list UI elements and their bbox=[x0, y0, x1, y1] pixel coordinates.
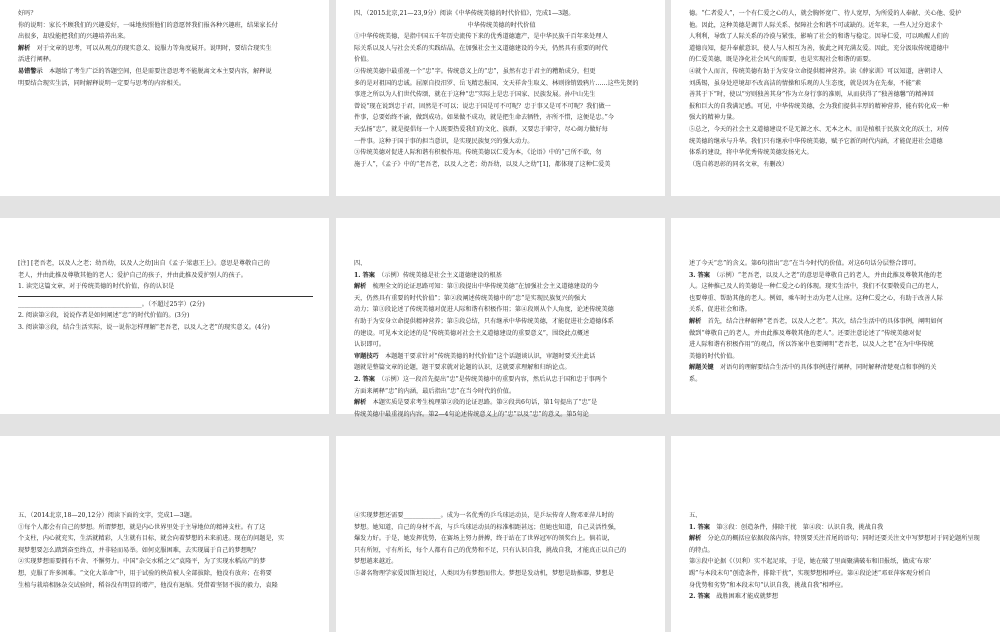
text-line bbox=[689, 510, 984, 522]
line-text: 动力；第③段论述了传统美德对促进人际和谐有积极作用；第④段则从个人角度，论述传统美德 bbox=[354, 306, 614, 314]
text-line bbox=[689, 293, 984, 305]
text-line bbox=[689, 54, 984, 66]
text-line bbox=[354, 54, 649, 66]
line-text: 人利利，导致了人际关系的冷漠与紧张，影响了社会的和谐与稳定。因导仁爱，可以唤醒人们的 bbox=[689, 33, 949, 41]
text-line bbox=[354, 397, 649, 409]
answer-blank-line bbox=[18, 296, 313, 297]
text-line bbox=[18, 281, 313, 293]
line-text: （示例）这一段首先提出“忠”是传统美德中的重要内容，然后从忠于国和忠于事两个 bbox=[381, 375, 608, 383]
section-label: 解析 bbox=[18, 44, 31, 52]
text-line bbox=[354, 386, 649, 398]
line-text: 关系，促进社会和谐。 bbox=[689, 306, 751, 314]
text-line bbox=[689, 136, 984, 148]
text-line bbox=[354, 270, 649, 282]
line-text: 天，仍然具有重要的时代价值”；第②段阐述传统美德中的“忠”是实现民族复兴的强大 bbox=[354, 294, 587, 302]
line-text: 分论点的概括应依据段落内容，特别要关注首尾的语句；同时还要关注文中写梦想对于同论题所呈现的特点。 bbox=[689, 535, 980, 554]
tile-r2c1 bbox=[0, 218, 329, 414]
line-text: 老人，并由此推及尊敬其他的老人；爱护自己的孩子，并由此推及爱护别人的孩子。 bbox=[18, 271, 247, 279]
text-line bbox=[354, 8, 649, 20]
text-line bbox=[18, 522, 313, 534]
line-text: 事迹之所以为人们世代传颂，就在于这种“忠”实际上是忠于国家、民族发展。孙中山先生 bbox=[354, 91, 596, 99]
line-text: 生植与栽培相脉杂交试验时，稻谷没有明显的增产，他没有退缩。凭借着坚韧不拔的毅力，袁隆 bbox=[18, 581, 278, 589]
text-line bbox=[354, 316, 649, 328]
text-line bbox=[689, 31, 984, 43]
text-line bbox=[689, 258, 984, 270]
tile-r2c3 bbox=[671, 218, 1000, 414]
tile-r1c1 bbox=[0, 0, 329, 196]
text-line bbox=[689, 281, 984, 293]
text-line bbox=[689, 112, 984, 124]
text-line bbox=[354, 159, 649, 171]
text-line bbox=[354, 304, 649, 316]
text-line bbox=[18, 78, 313, 90]
line-text: 五、（2014北京,18—20,12分）阅读下面的文字，完成1—3题。 bbox=[18, 512, 197, 519]
line-text: 踢”与本段末句“创造条件，排除干扰”，实现梦想相呼应。第④段论述“邓亚萍客观分析自 bbox=[689, 569, 931, 577]
text-line bbox=[689, 339, 984, 351]
line-text: 系。 bbox=[689, 375, 702, 383]
line-text: 对语句的理解要结合生活中的具体事例进行阐释，同时解释清楚观点和事例的关 bbox=[719, 364, 937, 372]
line-text: 第③段：创造条件，排除干扰 第④段：认识自我，挑战自我 bbox=[716, 523, 884, 531]
section-label: 审题技巧 bbox=[354, 352, 379, 360]
text-line bbox=[689, 147, 984, 159]
line-text: 明要结合现实生活，同时解释说明一定要与思考的内容相关。 bbox=[18, 79, 186, 87]
text-line bbox=[18, 31, 313, 43]
text-line bbox=[354, 66, 649, 78]
line-text: 人。这种推己及人的美德是一种仁爱之心的体现。现实生活中，我们不仅要敬爱自己的老人， bbox=[689, 283, 943, 291]
text-line bbox=[689, 591, 984, 603]
line-text: 本题给了考生广泛的答题空间，但是需要注意思考不能脱离文本主要内容，解释说 bbox=[48, 67, 272, 75]
section-label: 解析 bbox=[354, 399, 367, 407]
line-text: 本题实质是要求考生梳理第②段的论证思路。第②段共6句话，第1句提出了“忠”是 bbox=[372, 399, 598, 407]
text-line bbox=[354, 545, 649, 557]
text-line bbox=[354, 522, 649, 534]
line-text: ④就个人而言，传统美德有助于为安身立命提供精神营养。读《薛家训》可以知道，唐朝诗人 bbox=[689, 67, 943, 75]
section-label: 解析 bbox=[354, 283, 367, 291]
text-line bbox=[18, 299, 313, 311]
line-text: 刘禹锡，虽身处逆境却不改高洁的情操和乐观的人生态度，就是因为在先秦，不能“素 bbox=[689, 79, 922, 87]
line-text: ③传统美德对促进人际和谐有积极作用。传统美德以仁爱为本，《论语》中的“己所不欲，勿 bbox=[354, 149, 602, 157]
line-text: 四、 bbox=[354, 260, 367, 267]
line-text: ①中华传统美德，是指中国五千年历史流传下来的优秀道德遗产，是中华民族千百年来处理人 bbox=[354, 33, 608, 41]
line-text: 首先，结合注释解释“老吾老，以及人之老”。其次，结合生活中的具体事例，阐明如何 bbox=[707, 317, 943, 325]
text-line bbox=[354, 374, 649, 386]
text-line bbox=[354, 533, 649, 545]
line-text: 善其于下”时，使以“穷则独善其身”作为立身行事的准则，从而获得了“独善德馨”的精神回 bbox=[689, 91, 934, 99]
text-line bbox=[354, 43, 649, 55]
text-line bbox=[689, 20, 984, 32]
line-text: 个支柱，内心就充实，生活就精彩，人生就有目标，就会向着梦想的未来前进。现在的问题是，实 bbox=[18, 535, 285, 543]
text-line bbox=[354, 409, 649, 421]
text-line bbox=[689, 328, 984, 340]
text-line bbox=[18, 258, 313, 270]
text-line bbox=[354, 136, 649, 148]
line-text: ②实现梦想需要拥有不舍、不懈努力。中国“杂交水稻之父”袁隆平，为了实现水稻高产的梦 bbox=[18, 558, 266, 566]
text-line bbox=[354, 78, 649, 90]
text-line bbox=[354, 339, 649, 351]
line-text: ④实现梦想还需要____________。成为一名优秀的乒乓球运动员，是乒坛传奇人物邓亚萍儿时的 bbox=[354, 512, 614, 519]
line-text: 传统美德中最重视的内容。第2—4句论述传统意义上的“忠”以及“忠”的意义。第5句论 bbox=[354, 410, 589, 418]
text-line bbox=[689, 374, 984, 386]
text-line bbox=[689, 78, 984, 90]
line-text: 认识即可。 bbox=[354, 341, 385, 349]
text-line bbox=[18, 533, 313, 545]
line-text: ⑤著名物理学家爱因斯坦说过，人类因为有梦想而伟大。梦想是发动机，梦想是助推器，梦想是 bbox=[354, 569, 614, 577]
tile-r1c3 bbox=[671, 0, 1000, 196]
line-text: 现梦想要怎么踏到奋至终点，并非轻而易举。如何克服困难，去实现属于自己的梦想呢？ bbox=[18, 546, 260, 554]
line-text: [注] [老吾老，以及人之老；幼吾幼，以及人之幼]出自《孟子·梁惠王上》。意思是尊敬自己的 bbox=[18, 260, 270, 267]
line-text: 道德良知，提升奉献意识，使人与人相互为善，彼此之间充满友爱。因此，充分汲取传统道德中 bbox=[689, 44, 949, 52]
line-text: 做到“尊敬自己的老人，并由此推及尊敬其他的老人”。还要注意论述了“传统美德对促 bbox=[689, 329, 922, 337]
line-text: ①每个人都会有自己的梦想。所谓梦想，就是内心世界里处于主导地位的精神支柱。有了这 bbox=[18, 523, 266, 531]
line-text: ②传统美德中最重视一个“忠”字。传统意义上的“忠”，虽然有忠于君主的糟粕成分，但更 bbox=[354, 67, 596, 75]
text-line bbox=[354, 328, 649, 340]
text-line bbox=[354, 147, 649, 159]
text-line bbox=[354, 293, 649, 305]
text-line bbox=[689, 66, 984, 78]
tile-r2c2 bbox=[336, 218, 665, 418]
text-line bbox=[18, 580, 313, 592]
tile-r1c2 bbox=[336, 0, 665, 196]
text-line bbox=[354, 89, 649, 101]
line-text: 统美德的继承与升华。我们只有继承中华传统美德，赋予它新的时代内涵，才能促进社会道德 bbox=[689, 137, 943, 145]
text-line bbox=[689, 522, 984, 534]
text-line bbox=[354, 351, 649, 363]
line-text: ________________________________________。（不超过25字）(2分) bbox=[18, 300, 205, 308]
line-text: 述了今天“忠”的含义。第6句指出“忠”在当今时代的价值。对这6句话分层整合即可。 bbox=[689, 260, 920, 267]
text-line bbox=[18, 43, 313, 55]
section-label: 1. 答案 bbox=[354, 271, 375, 279]
line-text: 你的说明：家长不顾我们的兴趣爱好，一味地按照他们的意愿替我们报各种兴趣班，结果家长付 bbox=[18, 21, 278, 29]
line-text: 出很多，却没能把我们的兴趣培养出来。 bbox=[18, 33, 130, 41]
text-line bbox=[689, 43, 984, 55]
line-text: 也要尊重、帮助其他的老人。例如，乘车时主动为老人让座。这种仁爱之心，有助于改善人际 bbox=[689, 294, 943, 302]
line-text: 件事，总要始终不渝，做到成功。如果做不成功，就是把生命去牺牲，亦所不惜，这便是忠。”今 bbox=[354, 114, 614, 122]
text-line bbox=[18, 270, 313, 282]
line-text: 有助于为安身立命提供精神营养；第⑤段总结，只有继承中华传统美德，才能促进社会道德体系 bbox=[354, 317, 614, 325]
line-text: 报和巨大的自我满足感。可见，中华传统美德，会为我们提供丰厚的精神营养，能有转化成一种 bbox=[689, 102, 949, 110]
section-label: 解析 bbox=[689, 317, 702, 325]
tile-r3c2 bbox=[336, 436, 665, 632]
tile-r3c3 bbox=[671, 436, 1000, 632]
section-label: 解题关键 bbox=[689, 364, 714, 372]
line-text: 四、（2015北京,21—23,9分）阅读《中华传统美德的时代价值》，完成1—3题。 bbox=[354, 10, 575, 17]
line-text: 强大的精神力量。 bbox=[689, 114, 739, 122]
text-line bbox=[689, 568, 984, 580]
line-text: 梦想。她知道，自己的身材不高，与乒乓球运动员的标准相距甚远；但她也知道，自己灵活性强， bbox=[354, 523, 621, 531]
text-line bbox=[689, 8, 984, 20]
section-label: 易错警示 bbox=[18, 67, 43, 75]
text-line bbox=[18, 8, 313, 20]
line-text: 2. 阅读第②段，说说作者是如何阐述“忠”的时代价值的。(3分) bbox=[18, 312, 190, 320]
text-line bbox=[689, 270, 984, 282]
text-line bbox=[689, 351, 984, 363]
line-text: 对于文章的思考，可以从观点的现实意义、说服力等角度展开。说明时，要结合现实生 bbox=[36, 44, 272, 52]
line-text: 德。“仁者爱人”，一个有仁爱之心的人，就会胸怀宽广、待人宽厚，为所爱的人奉献、关心他、爱护 bbox=[689, 10, 962, 17]
line-text: （选自蒋思彰的同名文章，有删改） bbox=[689, 160, 788, 168]
text-line bbox=[18, 510, 313, 522]
line-text: 1. 读完这篇文章，对于传统美德的时代价值，你的认识是 bbox=[18, 283, 175, 291]
text-line bbox=[18, 20, 313, 32]
text-line bbox=[689, 124, 984, 136]
line-text: 爆发力好。于是，她发挥优势，在赛场上努力拼搏，终于站在了世界冠军的领奖台上。倘若说， bbox=[354, 535, 614, 543]
line-text: 身优势和劣势”和本段末句“认识自我，挑战自我”相呼应。 bbox=[689, 581, 847, 589]
line-text: 体系的建设，将中华优秀传统美德发扬光大。 bbox=[689, 149, 813, 157]
text-line bbox=[18, 545, 313, 557]
text-line bbox=[354, 124, 649, 136]
line-text: 多的是对祖国的忠诚。屈原自投汨罗、岳飞精忠报国、文天祥舍生取义、林则徐销毁鸦片……这些先贤的 bbox=[354, 79, 639, 87]
line-text: 施于人”，《孟子》中的“老吾老，以及人之老；幼吾幼，以及人之幼”[1]，都体现了这种仁爱美 bbox=[354, 160, 611, 168]
text-line bbox=[689, 304, 984, 316]
text-line bbox=[354, 31, 649, 43]
line-text: 想，克服了许多困难。“文化大革命”中，用于试验的秧苗被人全部拔除，他没有放弃；在将要 bbox=[18, 569, 272, 577]
line-text: （示例）传统美德是社会主义道德建设的根基 bbox=[381, 271, 502, 279]
line-text: 的建设。可见本文论述的是“传统美德对社会主义道德建设的重要意义”，围绕此点概述 bbox=[354, 329, 590, 337]
section-label: 3. 答案 bbox=[689, 271, 710, 279]
text-line bbox=[354, 281, 649, 293]
line-text: 价值。 bbox=[354, 56, 373, 64]
text-line bbox=[354, 510, 649, 522]
line-text: 天弘扬“忠”，就是提倡每一个人既要热爱我们的文化、族群，又要忠于职守，尽心竭力做好每 bbox=[354, 125, 608, 133]
line-text: 第③段中论据《（贝利）实不起足球，于是，她在破了里面聚满破布和旧报纸，做成‘布球’ bbox=[689, 558, 932, 566]
line-text: 3. 阅读第③段，结合生活实际，说一说你怎样理解“老吾老，以及人之老”的现实意义。(4分) bbox=[18, 323, 270, 331]
line-text: 一件事。这种于国于事的担当意识，是实现民族复兴的强大动力。 bbox=[354, 137, 534, 145]
line-text: 进人际和谐有积极作用”的观点，所以答案中也要阐明“老吾老，以及人之老”在为中华传统 bbox=[689, 341, 934, 349]
text-line bbox=[354, 258, 649, 270]
line-text: 梦想越来越近。 bbox=[354, 558, 398, 566]
line-text: 他。因此，这种美德是调节人际关系、保障社会和谐不可或缺的。近年来，一些人过分追求个 bbox=[689, 21, 943, 29]
tile-r3c1 bbox=[0, 436, 329, 632]
text-line bbox=[354, 362, 649, 374]
text-line bbox=[689, 533, 984, 556]
text-line bbox=[354, 568, 649, 580]
text-line bbox=[18, 310, 313, 322]
text-line bbox=[689, 89, 984, 101]
text-line bbox=[354, 112, 649, 124]
line-text: 好吗？ bbox=[18, 10, 37, 17]
text-line bbox=[689, 101, 984, 113]
line-text: 曾说“现在说到忠于君，固然是不可以；说忠于国是可不可呢？忠于事又是可不可呢？我们做一 bbox=[354, 102, 611, 110]
line-text: 梳理全文的论证思路可知：第①段提出中华传统美德“在加强社会主义道德建设的今 bbox=[372, 283, 599, 291]
text-line bbox=[354, 101, 649, 113]
line-text: 活进行阐释。 bbox=[18, 56, 56, 64]
text-line bbox=[689, 580, 984, 592]
line-text: （示例）“老吾老，以及人之老”的意思是尊敬自己的老人，并由此推及尊敬其他的老 bbox=[716, 271, 943, 279]
text-line bbox=[689, 316, 984, 328]
text-line bbox=[689, 362, 984, 374]
line-text: 战胜困难才能成就梦想 bbox=[716, 593, 779, 601]
text-line bbox=[689, 159, 984, 171]
text-line bbox=[18, 66, 313, 78]
line-text: 方面来阐释“忠”的内涵，最后指出“忠”在当今时代的价值。 bbox=[354, 387, 516, 395]
section-label: 2. 答案 bbox=[354, 375, 375, 383]
line-text: 五、 bbox=[689, 512, 702, 519]
text-line bbox=[689, 556, 984, 568]
line-text: 只有所短，寸有所长，每个人都有自己的优势和不足，只有认识自我，挑战自我，才能真正以自己的 bbox=[354, 546, 627, 554]
text-line bbox=[354, 20, 649, 32]
line-text: ⑤总之，今天的社会主义道德建设不是无源之水、无本之木，而是植根于民族文化的沃土，对传 bbox=[689, 125, 949, 133]
text-line bbox=[18, 556, 313, 568]
line-text: 的仁爱美德，既是净化社会风气的需要，也是实现社会和谐的需要。 bbox=[689, 56, 875, 64]
line-text: 中华传统美德的时代价值 bbox=[467, 21, 536, 29]
text-line bbox=[18, 568, 313, 580]
text-line bbox=[18, 54, 313, 66]
section-label: 1. 答案 bbox=[689, 523, 710, 531]
section-label: 2. 答案 bbox=[689, 593, 710, 601]
line-text: 本题题干要求针对“传统美德的时代价值”这个话题谈认识，审题时要关注此话 bbox=[384, 352, 596, 360]
section-label: 解析 bbox=[689, 535, 702, 543]
line-text: 题就是整篇文章的论题，题干要求就对论题的认识，这就要求理解和归纳论点。 bbox=[354, 364, 571, 372]
line-text: 美德的时代价值。 bbox=[689, 352, 739, 360]
line-text: 际关系以及人与社会关系的实践结晶，在加强社会主义道德建设的今天，仍然具有重要的时代 bbox=[354, 44, 608, 52]
text-line bbox=[18, 322, 313, 334]
text-line bbox=[354, 556, 649, 568]
